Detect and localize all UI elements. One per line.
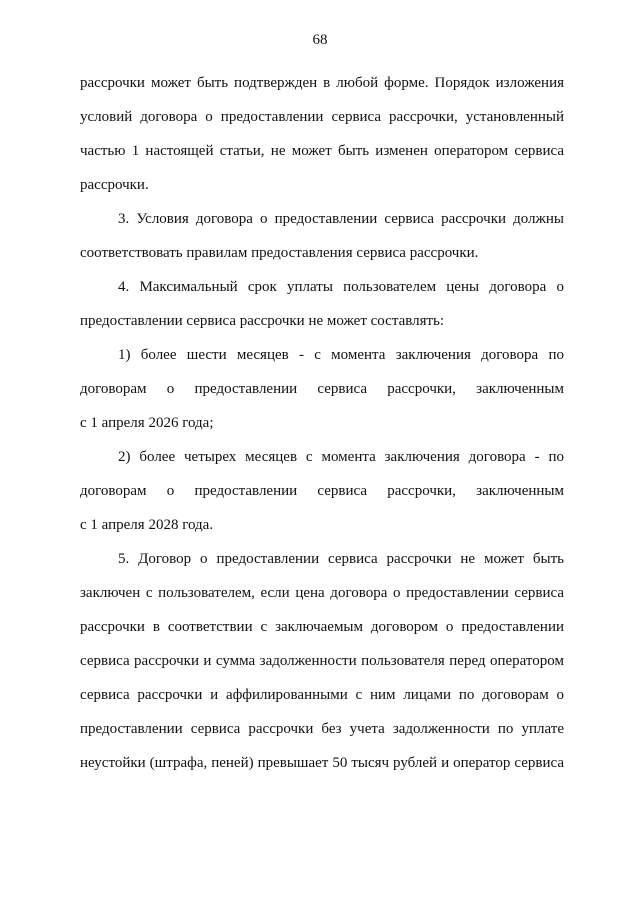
- text-line: договорам о предоставлении сервиса рассрочки, заключенным: [80, 381, 564, 397]
- text-line: рассрочки.: [80, 177, 149, 193]
- text-line: 5. Договор о предоставлении сервиса рассрочки не может быть: [118, 551, 564, 567]
- paragraph-item-5: [80, 546, 564, 784]
- text-line: 1) более шести месяцев - с момента заключения договора по: [118, 347, 564, 363]
- page-number: 68: [312, 32, 328, 48]
- text-line: предоставлении сервиса рассрочки без учета задолженности по уплате: [80, 721, 564, 737]
- text-line: рассрочки может быть подтвержден в любой форме. Порядок изложения: [80, 75, 564, 91]
- text-line: 2) более четырех месяцев с момента заключения договора - по: [118, 449, 564, 465]
- text-line: с 1 апреля 2028 года.: [80, 517, 214, 533]
- paragraph-item-3: [80, 206, 564, 274]
- text-line: с 1 апреля 2026 года;: [80, 415, 214, 431]
- text-line: 3. Условия договора о предоставлении сервиса рассрочки должны: [118, 211, 564, 227]
- paragraph-subitem-1: [80, 342, 564, 444]
- text-line: предоставлении сервиса рассрочки не может составлять:: [80, 313, 445, 329]
- paragraph-continuation: [80, 70, 564, 206]
- text-line: условий договора о предоставлении сервиса рассрочки, установленный: [80, 109, 564, 125]
- paragraph-subitem-2: [80, 444, 564, 546]
- text-line: заключен с пользователем, если цена договора о предоставлении сервиса: [80, 585, 564, 601]
- text-line: договорам о предоставлении сервиса рассрочки, заключенным: [80, 483, 564, 499]
- text-line: рассрочки в соответствии с заключаемым договором о предоставлении: [80, 619, 564, 635]
- text-line: неустойки (штрафа, пеней) превышает 50 тысяч рублей и оператор сервиса: [80, 755, 564, 771]
- document-body: [80, 70, 564, 784]
- text-line: соответствовать правилам предоставления сервиса рассрочки.: [80, 245, 479, 261]
- text-line: сервиса рассрочки и аффилированными с ним лицами по договорам о: [80, 687, 564, 703]
- text-line: частью 1 настоящей статьи, не может быть изменен оператором сервиса: [80, 143, 564, 159]
- text-line: сервиса рассрочки и сумма задолженности пользователя перед оператором: [80, 653, 564, 669]
- text-line: 4. Максимальный срок уплаты пользователем цены договора о: [118, 279, 564, 295]
- paragraph-item-4: [80, 274, 564, 342]
